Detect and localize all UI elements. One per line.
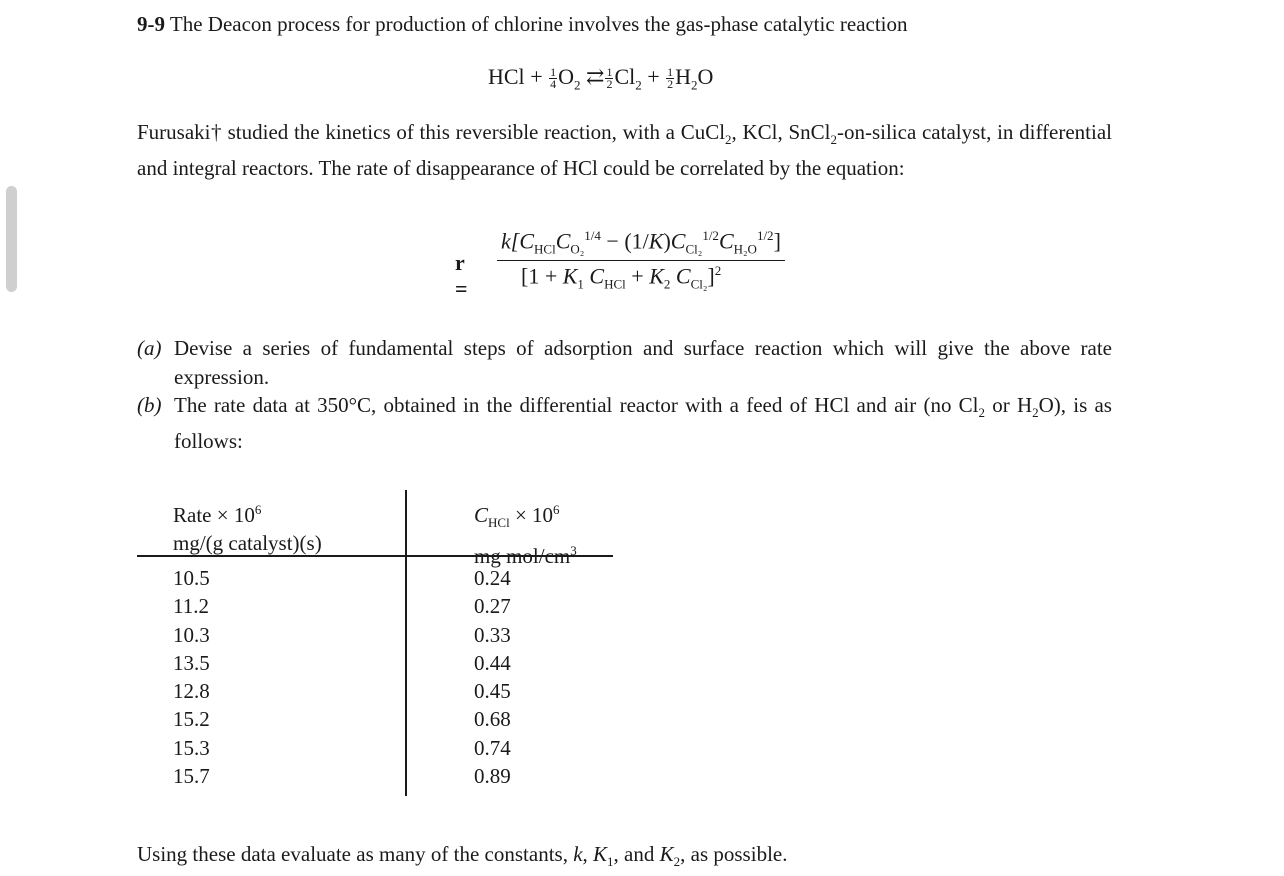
concentration-column xyxy=(474,564,511,790)
rate-symbol: r = xyxy=(455,250,468,301)
rate-column xyxy=(173,564,210,790)
fraction-half: $\frac{1}{2}$ xyxy=(606,65,613,92)
rate-fraction xyxy=(497,228,785,292)
reaction-chlorine: Cl xyxy=(614,64,636,89)
rate-cell: 10.5 xyxy=(173,566,210,590)
concentration-cell: 0.89 xyxy=(474,764,511,789)
concentration-cell: 0.74 xyxy=(474,735,511,760)
reaction-oxygen: O xyxy=(558,64,574,89)
concentration-cell: 0.33 xyxy=(474,622,511,647)
rate-cell: 15.2 xyxy=(173,707,210,732)
rate-cell: 13.5 xyxy=(173,650,210,675)
concentration-cell: 0.44 xyxy=(474,650,511,675)
reaction-plus: + xyxy=(647,64,660,89)
footnote-dagger: † xyxy=(210,120,222,144)
scrollbar-handle[interactable] xyxy=(6,186,17,292)
fraction-half: $\frac{1}{2}$ xyxy=(667,65,674,92)
fraction-quarter: $\frac{1}{4}$ xyxy=(550,65,557,92)
reaction-equation: HCl + $\frac{1}{4}$ $O_2$ ⇄ $\frac{1}{2}$ $Cl_2$ + $\frac{1}{2}$ $H_2O$ xyxy=(488,64,714,93)
table-header-concentration: $C_{HCl} \times 10^6$ mg mol/$cm^3$ xyxy=(474,502,577,569)
rate-denominator: [$1 + K_1$ $C_{HCl} + K_2$ $C_{Cl_2}]^2$ xyxy=(521,262,722,292)
rate-numerator: $k[C_{HCl}C_{O_2}^{1/4} - (1/K)C_{Cl_2}^{1/2}C_{H_2O}^{1/2}]$ xyxy=(497,228,785,261)
table-header-rate: Rate × $10^6$ mg/(g catalyst)(s) xyxy=(173,502,322,555)
part-a-text: Devise a series of fundamental steps of adsorption and surface reaction which will give the above rate expression. xyxy=(174,336,1112,389)
reaction-water: H xyxy=(675,64,692,89)
rate-data-table xyxy=(137,490,613,796)
concentration-cell: 0.68 xyxy=(474,707,511,732)
problem-header xyxy=(137,10,1237,38)
rate-cell: 15.3 xyxy=(173,735,210,760)
table-column-divider xyxy=(405,490,407,796)
part-a-label: (a) xyxy=(137,336,162,360)
closing-question: Using these data evaluate as many of the constants, k, $K_1$, and $K_2$, as possible. xyxy=(137,842,788,870)
part-b-text: The rate data at 350°C, obtained in the differential reactor with a feed of HCl and air (no $Cl_2$ or $H_2O$), is as follows: xyxy=(174,393,1112,454)
problem-statement: The Deacon process for production of chlorine involves the gas-phase catalytic reaction xyxy=(169,12,908,36)
rate-cell: 12.8 xyxy=(173,679,210,704)
reaction-hcl: HCl xyxy=(488,64,525,89)
part-b-label: (b) xyxy=(137,393,162,417)
intro-paragraph: Furusaki† studied the kinetics of this reversible reaction, with a CuCl$_2$, KCl, SnCl$_2$-on-silica catalyst, in differential and integral reactors. The rate of disappearance of HCl could be correlated by the equation: xyxy=(137,120,1113,181)
problem-number: 9-9 xyxy=(137,12,165,36)
rate-cell: 15.7 xyxy=(173,764,210,789)
rate-cell: 11.2 xyxy=(173,594,209,619)
concentration-cell: 0.27 xyxy=(474,594,511,619)
part-b xyxy=(137,391,1112,456)
part-a xyxy=(137,334,1112,392)
rate-cell: 10.3 xyxy=(173,622,210,647)
concentration-cell: 0.24 xyxy=(474,566,511,590)
concentration-cell: 0.45 xyxy=(474,679,511,704)
reaction-plus: + xyxy=(530,64,543,89)
equilibrium-arrow: ⇄ xyxy=(586,64,605,89)
